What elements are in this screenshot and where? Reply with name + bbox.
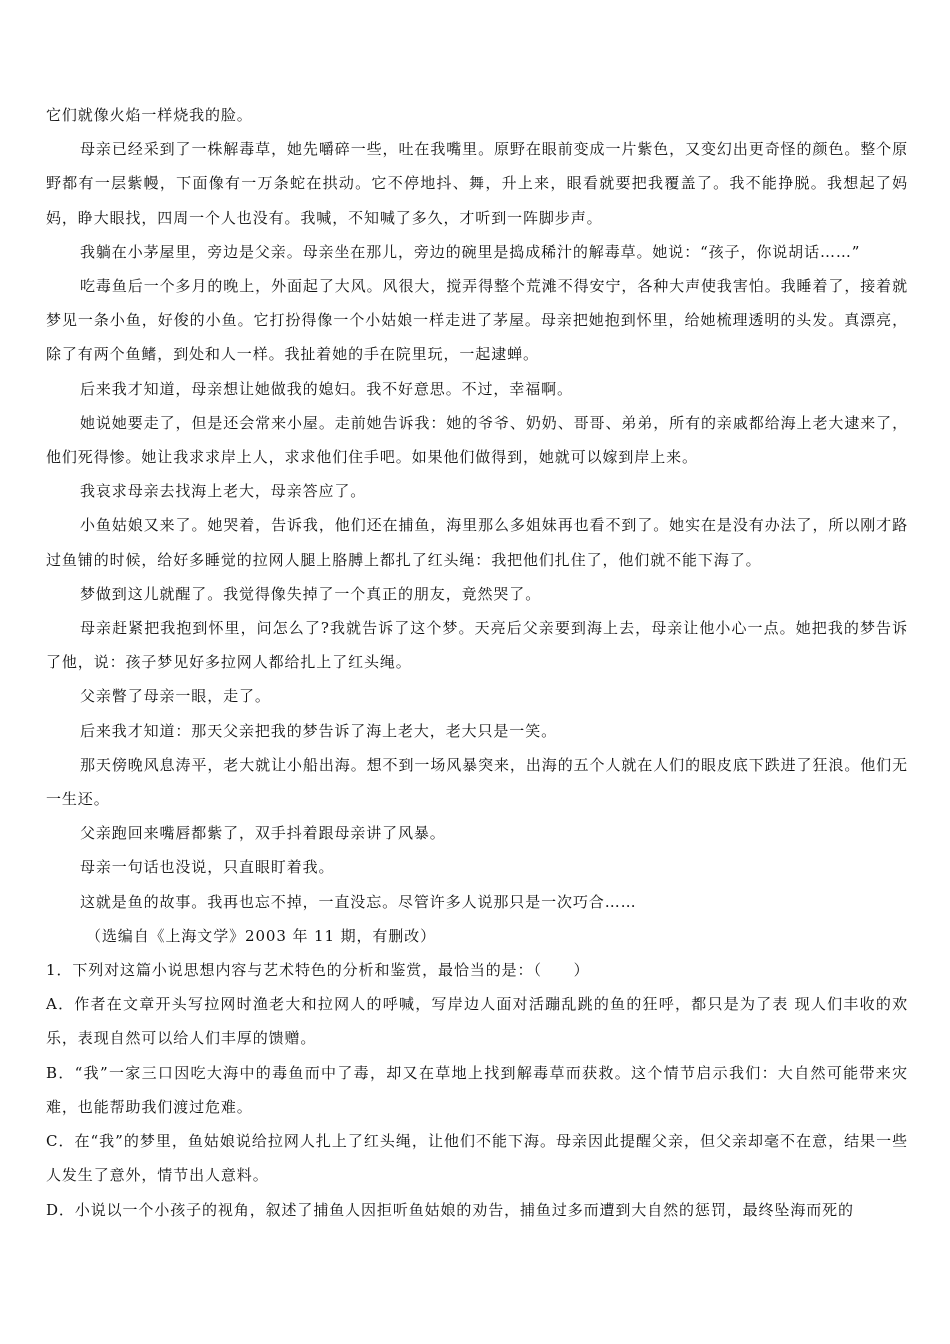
story-paragraph: 母亲一句话也没说，只直眼盯着我。 [80, 858, 335, 877]
story-paragraph: 这就是鱼的故事。我再也忘不掉，一直没忘。尽管许多人说那只是一次巧合…… [80, 892, 637, 911]
story-paragraph: 父亲跑回来嘴唇都紫了，双手抖着跟母亲讲了风暴。 [80, 824, 446, 843]
option-a: A．作者在文章开头写拉网时渔老大和拉网人的呼喊，写岸边人面对活蹦乱跳的鱼的狂呼，都只是为了表 现人们丰收的欢乐，表现自然可以给人们丰厚的馈赠。 [46, 995, 908, 1048]
story-paragraph: 小鱼姑娘又来了。她哭着，告诉我，他们还在捕鱼，海里那么多姐妹再也看不到了。她实在是没有办法了，所以刚才路过鱼铺的时候，给好多睡觉的拉网人腿上胳膊上都扎了红头绳：我把他们扎住了，他们就不能下海了。 [46, 516, 908, 569]
story-paragraph: 我躺在小茅屋里，旁边是父亲。母亲坐在那儿，旁边的碗里是捣成稀汁的解毒草。她说：“孩子，你说胡话……” [80, 242, 861, 261]
source-citation: （选编自《上海文学》2003 年 11 期，有删改） [86, 926, 436, 945]
story-paragraph: 母亲已经采到了一株解毒草，她先嚼碎一些，吐在我嘴里。原野在眼前变成一片紫色，又变幻出更奇怪的颜色。整个原野都有一层紫幔，下面像有一万条蛇在拱动。它不停地抖、舞，升上来，眼看就要把我覆盖了。我不能挣脱。我想起了妈妈，睁大眼找，四周一个人也没有。我喊，不知喊了多久，才听到一阵脚步声。 [46, 140, 908, 227]
story-paragraph: 它们就像火焰一样烧我的脸。 [46, 106, 253, 124]
story-paragraph: 母亲赶紧把我抱到怀里，问怎么了?我就告诉了这个梦。天亮后父亲要到海上去，母亲让他小心一点。她把我的梦告诉了他，说：孩子梦见好多拉网人都给扎上了红头绳。 [46, 619, 908, 672]
story-text [46, 98, 908, 1227]
option-b: B．“我”一家三口因吃大海中的毒鱼而中了毒，却又在草地上找到解毒草而获救。这个情节启示我们：大自然可能带来灾难，也能帮助我们渡过危难。 [46, 1063, 908, 1116]
question-stem: 1．下列对这篇小说思想内容与艺术特色的分析和鉴赏，最恰当的是：（ ） [46, 961, 590, 980]
story-paragraph: 吃毒鱼后一个多月的晚上，外面起了大风。风很大，搅弄得整个荒滩不得安宁，各种大声使我害怕。我睡着了，接着就梦见一条小鱼，好俊的小鱼。它打扮得像一个小姑娘一样走进了茅屋。母亲把她抱到怀里，给她梳理透明的头发。真漂亮，除了有两个鱼鳍，到处和人一样。我扯着她的手在院里玩，一起逮蝉。 [46, 277, 908, 364]
option-d: D．小说以一个小孩子的视角，叙述了捕鱼人因拒听鱼姑娘的劝告，捕鱼过多而遭到大自然的惩罚，最终坠海而死的 [46, 1200, 854, 1219]
question-block [46, 953, 908, 1227]
story-paragraph: 我哀求母亲去找海上老大，母亲答应了。 [80, 482, 367, 501]
story-paragraph: 父亲瞥了母亲一眼，走了。 [80, 687, 271, 706]
option-c: C．在“我”的梦里，鱼姑娘说给拉网人扎上了红头绳，让他们不能下海。母亲因此提醒父亲，但父亲却毫不在意，结果一些人发生了意外，情节出人意料。 [46, 1132, 908, 1185]
story-paragraph: 后来我才知道：那天父亲把我的梦告诉了海上老大，老大只是一笑。 [80, 721, 558, 740]
story-paragraph: 她说她要走了，但是还会常来小屋。走前她告诉我：她的爷爷、奶奶、哥哥、弟弟，所有的亲戚都给海上老大逮来了，他们死得惨。她让我求求岸上人，求求他们住手吧。如果他们做得到，她就可以嫁到岸上来。 [46, 413, 908, 467]
story-paragraph: 那天傍晚风息涛平，老大就让小船出海。想不到一场风暴突来，出海的五个人就在人们的眼皮底下跌进了狂浪。他们无一生还。 [46, 755, 908, 809]
story-paragraph: 梦做到这儿就醒了。我觉得像失掉了一个真正的朋友，竟然哭了。 [80, 584, 542, 603]
story-paragraph: 后来我才知道，母亲想让她做我的媳妇。我不好意思。不过，幸福啊。 [80, 379, 573, 398]
